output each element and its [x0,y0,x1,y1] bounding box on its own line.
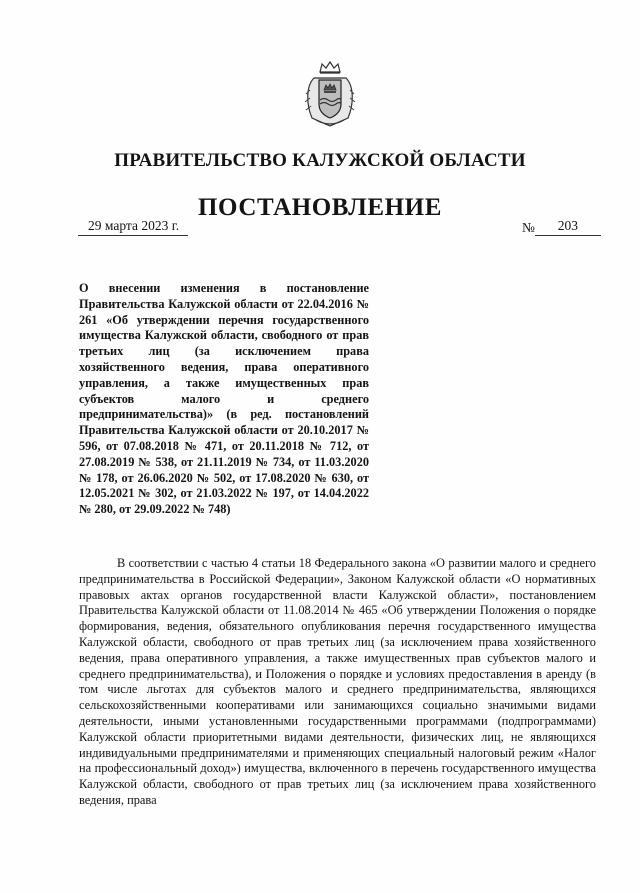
document-body-paragraph: В соответствии с частью 4 статьи 18 Федерального закона «О развитии малого и среднего предпринимательства в Российской Федерации», Законом Калужской области «О нормативных правовых актах органов государственной власти Калужской области», постановлением Правительства Калужской области от 11.08.2014 № 465 «Об утверждении Положения о порядке формирования, ведения, обязательного опубликования перечня государственного имущества Калужской области, свободного от прав третьих лиц (за исключением права хозяйственного ведения, права оперативного управления, а также имущественных прав субъектов малого и среднего предпринимательства), и Положения о порядке и условиях предоставления в аренду (в том числе льготах для субъектов малого и среднего предпринимательства, являющихся сельскохозяйственными кооперативами или занимающихся социально значимыми видами деятельности, иными установленными государственными программами (подпрограммами) Калужской области приоритетными видами деятельности, физических лиц, не являющихся индивидуальными предпринимателями и применяющих специальный налоговый режим «Налог на профессиональный доход») имущества, включенного в перечень государственного имущества Калужской области, свободного от прав третьих лиц (за исключением права хозяйственного ведения, права [79,556,596,807]
coat-of-arms-icon [302,60,358,128]
document-number: 203 [535,218,601,236]
document-date: 29 марта 2023 г. [78,218,188,236]
government-name: ПРАВИТЕЛЬСТВО КАЛУЖСКОЙ ОБЛАСТИ [114,150,526,171]
document-number-block [522,218,601,236]
document-subject: О внесении изменения в постановление Правительства Калужской области от 22.04.2016 № 261 «Об утверждении перечня государственного имущества Калужской области, свободного от прав третьих лиц (за исключением права хозяйственного ведения, права оперативного управления, а также имущественных прав субъектов малого и среднего предпринимательства)» (в ред. постановлений Правительства Калужской области от 20.10.2017 № 596, от 07.08.2018 № 471, от 20.11.2018 № 712, от 27.08.2019 № 538, от 21.11.2019 № 734, от 11.03.2020 № 178, от 26.06.2020 № 502, от 17.08.2020 № 630, от 12.05.2021 № 302, от 21.03.2022 № 197, от 14.04.2022 № 280, от 29.09.2022 № 748) [79,281,369,517]
document-type-title: ПОСТАНОВЛЕНИЕ [197,194,443,221]
number-sign-label: № [522,220,535,235]
